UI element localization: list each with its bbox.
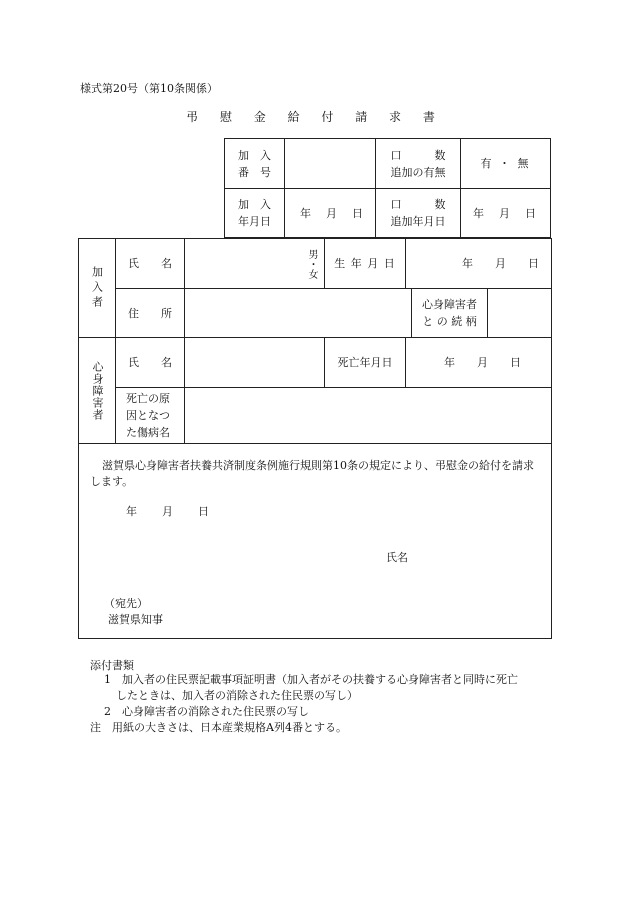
- page-title: 弔 慰 金 給 付 請 求 書: [186, 110, 444, 124]
- label-line: た傷病名: [126, 426, 170, 439]
- label-line: 心身障害者: [422, 298, 477, 311]
- cause-of-death-field[interactable]: [185, 388, 551, 443]
- request-date-field[interactable]: 年 月 日: [126, 505, 210, 518]
- units-added-label: [376, 139, 460, 188]
- attachment-item-2: 2 心身障害者の消除された住民票の写し: [104, 705, 309, 718]
- member-address-field[interactable]: [185, 289, 411, 337]
- form-id: 様式第20号（第10条関係）: [80, 82, 218, 95]
- divider: [79, 443, 551, 444]
- label-line: 番 号: [238, 165, 271, 179]
- addressee-label: （宛先）: [104, 597, 148, 610]
- label-line: と の 続 柄: [422, 315, 477, 328]
- birth-date-field[interactable]: 年 月 日: [462, 257, 539, 270]
- attachment-item-1: 1 加入者の住民票記載事項証明書（加入者がその扶養する心身障害者と同時に死亡: [104, 673, 518, 686]
- join-date-field[interactable]: 年 月 日: [300, 206, 365, 220]
- label-line: 追加の有無: [390, 165, 446, 179]
- death-date-field[interactable]: 年 月 日: [444, 356, 521, 369]
- top-table: [224, 138, 551, 238]
- relation-field[interactable]: [488, 289, 551, 337]
- paper-size-note: 注 用紙の大きさは、日本産業規格A列4番とする。: [90, 721, 347, 734]
- member-section-label: 加入者: [90, 265, 104, 311]
- death-date-label: 死亡年月日: [337, 356, 393, 369]
- main-table: [78, 238, 552, 639]
- units-added-date-field[interactable]: 年 月 日: [473, 206, 538, 220]
- request-body: 滋賀県心身障害者扶養共済制度条例施行規則第10条の規定により、弔慰金の給付を請求します。: [90, 459, 534, 488]
- addressee-name: 滋賀県知事: [108, 613, 163, 626]
- label-line: 加 入: [238, 148, 271, 162]
- units-added-date-label: [376, 189, 460, 237]
- label-line: 追加年月日: [390, 215, 446, 228]
- label-line: 年月日: [238, 215, 271, 228]
- attachments-title: 添付書類: [90, 659, 134, 672]
- units-added-choice[interactable]: 有 ・ 無: [480, 157, 531, 170]
- cause-of-death-label: [116, 388, 184, 443]
- member-number-label: [225, 139, 284, 188]
- member-address-label: 住 所: [128, 306, 172, 320]
- label-line: 口 数: [390, 148, 446, 162]
- disabled-name-label: 氏 名: [128, 356, 172, 369]
- label-line: 死亡の原: [126, 392, 170, 405]
- label-line: 口 数: [390, 198, 446, 211]
- label-line: 加 入: [238, 198, 271, 211]
- birth-date-label: 生 年 月 日: [334, 257, 396, 270]
- attachment-item-1-cont: したときは、加入者の消除された住民票の写し）: [116, 689, 358, 702]
- signature-name-label: 氏名: [386, 551, 408, 564]
- member-number-field[interactable]: [285, 139, 375, 188]
- join-date-label: [225, 189, 284, 237]
- sex-choice[interactable]: 男・女: [306, 248, 317, 279]
- relation-label: [412, 289, 487, 337]
- member-name-label: 氏 名: [128, 257, 172, 270]
- disabled-section-label: 心身障害者: [91, 360, 104, 421]
- disabled-name-field[interactable]: [185, 338, 324, 387]
- label-line: 因となつ: [126, 409, 170, 422]
